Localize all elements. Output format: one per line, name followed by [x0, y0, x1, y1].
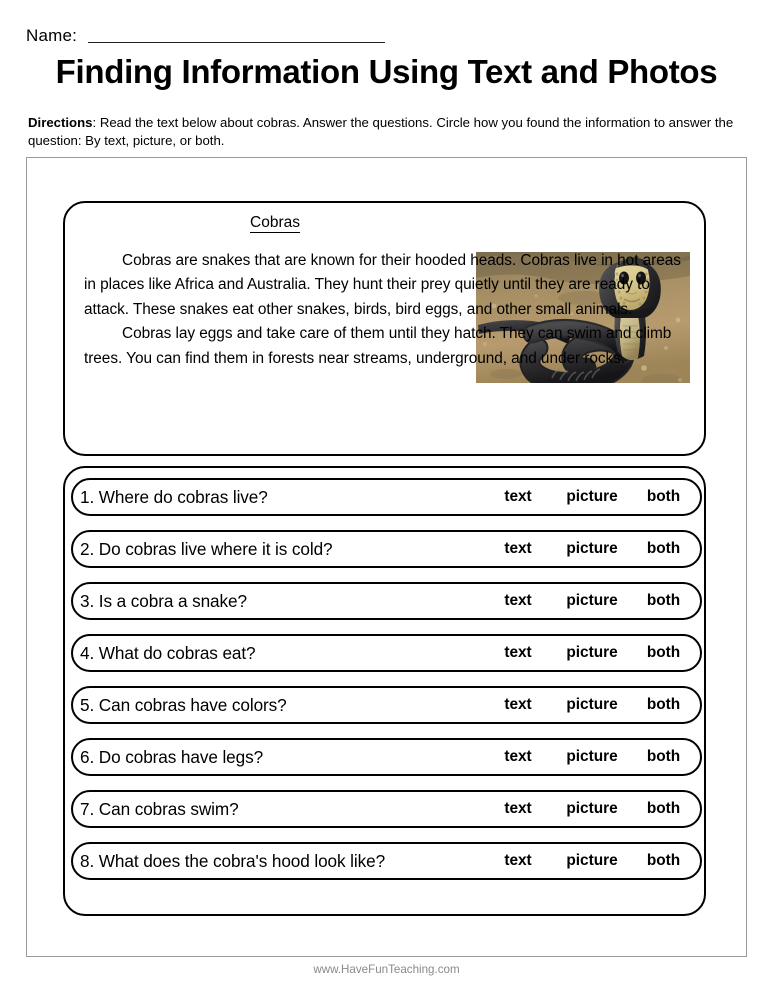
name-row — [26, 20, 726, 46]
question-text: 5. Can cobras have colors? — [80, 695, 287, 715]
option-picture[interactable]: picture — [566, 540, 618, 557]
question-text: 7. Can cobras swim? — [80, 799, 239, 819]
question-text: 2. Do cobras live where it is cold? — [80, 539, 333, 559]
question-row-5[interactable] — [71, 686, 702, 724]
question-row-4[interactable] — [71, 634, 702, 672]
question-text: 6. Do cobras have legs? — [80, 747, 264, 767]
option-text[interactable]: text — [504, 696, 532, 713]
name-write-line[interactable] — [88, 42, 385, 43]
option-picture[interactable]: picture — [566, 644, 618, 661]
option-picture[interactable]: picture — [566, 852, 618, 869]
option-both[interactable]: both — [646, 748, 681, 765]
option-both[interactable]: both — [646, 644, 681, 661]
option-picture[interactable]: picture — [566, 696, 618, 713]
option-both[interactable]: both — [646, 592, 681, 609]
questions-list — [71, 478, 702, 880]
question-row-2[interactable] — [71, 530, 702, 568]
question-row-1[interactable] — [71, 478, 702, 516]
passage-paragraph-2: Cobras lay eggs and take care of them until they hatch. They can swim and climb trees. You can find them in forests near streams, underground, and under rocks. — [84, 325, 672, 367]
option-both[interactable]: both — [646, 540, 681, 557]
question-row-6[interactable] — [71, 738, 702, 776]
option-picture[interactable]: picture — [566, 488, 618, 505]
option-both[interactable]: both — [646, 696, 681, 713]
answer-options — [488, 643, 691, 663]
answer-options — [488, 591, 691, 611]
option-picture[interactable]: picture — [566, 800, 618, 817]
directions-label: Directions — [28, 115, 93, 130]
answer-options — [488, 799, 691, 819]
option-text[interactable]: text — [504, 644, 532, 661]
option-picture[interactable]: picture — [566, 748, 618, 765]
option-text[interactable]: text — [504, 748, 532, 765]
option-both[interactable]: both — [646, 488, 681, 505]
answer-options — [488, 747, 691, 767]
answer-options — [488, 487, 691, 507]
option-text[interactable]: text — [504, 800, 532, 817]
option-text[interactable]: text — [504, 852, 532, 869]
question-text: 4. What do cobras eat? — [80, 643, 256, 663]
question-text: 3. Is a cobra a snake? — [80, 591, 247, 611]
directions-text: : Read the text below about cobras. Answer the questions. Circle how you found the information to answer the question: By text, picture, or both. — [28, 115, 734, 148]
question-row-7[interactable] — [71, 790, 702, 828]
directions — [28, 114, 746, 150]
answer-options — [488, 851, 691, 871]
option-both[interactable]: both — [646, 852, 681, 869]
question-text: 8. What does the cobra's hood look like? — [80, 851, 386, 871]
option-text[interactable]: text — [504, 488, 532, 505]
question-row-8[interactable] — [71, 842, 702, 880]
answer-options — [488, 539, 691, 559]
question-text: 1. Where do cobras live? — [80, 487, 268, 507]
passage-box — [63, 201, 706, 456]
option-text[interactable]: text — [504, 540, 532, 557]
passage-paragraph-1: Cobras are snakes that are known for their hooded heads. Cobras live in hot areas in places like Africa and Australia. They hunt their prey quietly until they are ready to attack. These snakes eat other snakes, birds, bird eggs, and other small animals. — [84, 252, 681, 318]
questions-box — [63, 466, 706, 916]
name-label: Name: — [26, 26, 78, 45]
passage-body — [84, 249, 689, 371]
page-title: Finding Information Using Text and Photos — [55, 53, 718, 90]
answer-options — [488, 695, 691, 715]
passage-title-text: Cobras — [250, 214, 300, 231]
footer-url: www.HaveFunTeaching.com — [313, 963, 460, 976]
option-both[interactable]: both — [646, 800, 681, 817]
passage-title — [65, 213, 485, 233]
option-picture[interactable]: picture — [566, 592, 618, 609]
option-text[interactable]: text — [504, 592, 532, 609]
question-row-3[interactable] — [71, 582, 702, 620]
